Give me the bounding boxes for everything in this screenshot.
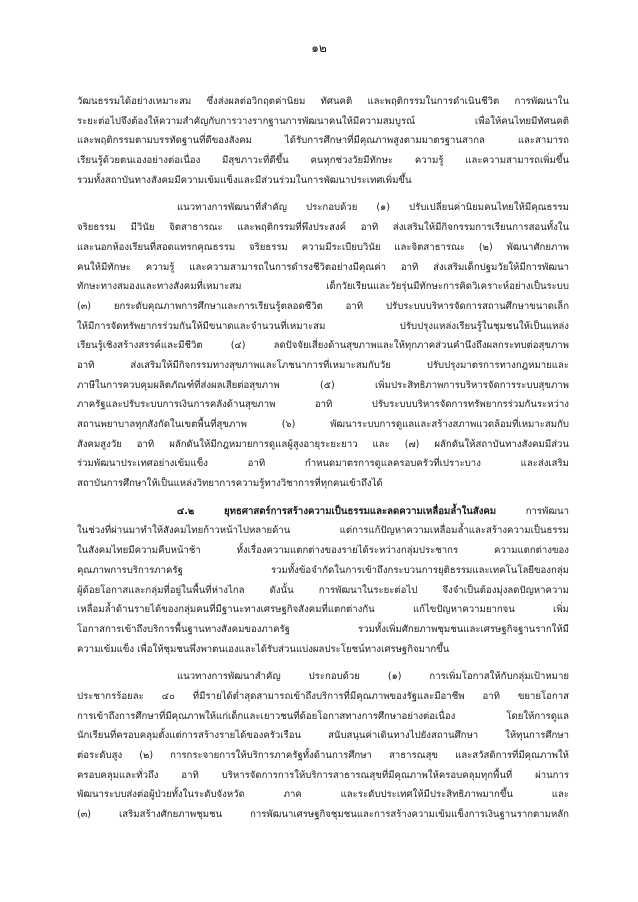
text-line: ในสังคมไทยมีความคืบหน้าช้า ทั้งเรื่องความแตกต่างของรายได้ระหว่างกลุ่มประชากร ความแตกต่างของ: [77, 545, 569, 557]
text-line: ร่วมพัฒนาประเทศอย่างเข้มแข็ง อาทิ กำหนดมาตรการดูแลครอบครัวที่เปราะบาง และส่งเสริม: [77, 458, 569, 470]
text-line: แนวทางการพัฒนาสำคัญ ประกอบด้วย (๑) การเพิ่มโอกาสให้กับกลุ่มเป้าหมาย: [177, 671, 569, 683]
text-line: เรียนรู้ด้วยตนเองอย่างต่อเนื่อง มีสุขภาวะที่ดีขึ้น คนทุกช่วงวัยมีทักษะ ความรู้ และความสามารถเพิ่มขึ้น: [77, 155, 569, 167]
text-line: ระยะต่อไปจึงต้องให้ความสำคัญกับการวางรากฐานการพัฒนาคนให้มีความสมบูรณ์ เพื่อให้คนไทยมีทัศนคติ: [77, 115, 569, 127]
text-line: ภาษีในการควบคุมผลิตภัณฑ์ที่ส่งผลเสียต่อสุขภาพ (๕) เพิ่มประสิทธิภาพการบริหารจัดการระบบสุขภาพ: [77, 379, 569, 391]
text-line: ต่อระดับสูง (๒) การกระจายการให้บริการภาครัฐทั้งด้านการศึกษา สาธารณสุข และสวัสดิการที่มีคุณภาพให้: [77, 750, 569, 761]
text-line: ผู้ด้อยโอกาสและกลุ่มที่อยู่ในพื้นที่ห่างไกล ดังนั้น การพัฒนาในระยะต่อไป จึงจำเป็นต้องมุ่งลดปัญหาความ: [77, 584, 569, 596]
text-line: การเข้าถึงการศึกษาที่มีคุณภาพให้แก่เด็กและเยาวชนที่ด้อยโอกาสทางการศึกษาอย่างต่อเนื่อง โดยให้การดูแล: [77, 710, 569, 722]
text-line: ครอบคลุมและทั่วถึง อาทิ บริหารจัดการการให้บริการสาธารณสุขที่มีคุณภาพให้ครอบคลุมทุกพื้นที่ ผ่านการ: [77, 769, 569, 781]
text-line: เรียนรู้เชิงสร้างสรรค์และมีชีวิต (๔) ลดปัจจัยเสี่ยงด้านสุขภาพและให้ทุกภาคส่วนคำนึงถึงผลกระทบต่อสุขภาพ: [77, 340, 569, 352]
text-line: วัฒนธรรมได้อย่างเหมาะสม ซึ่งส่งผลต่อวิกฤตค่านิยม ทัศนคติ และพฤติกรรมในการดำเนินชีวิต การพัฒนาใน: [77, 96, 569, 107]
paragraph-3: [77, 502, 569, 660]
text-line: นักเรียนที่ครอบคลุมตั้งแต่การสร้างรายได้ของครัวเรือน สนับสนุนค่าเดินทางไปยังสถานศึกษา ให้ทุนการศึกษา: [77, 730, 569, 742]
text-line: ประชากรร้อยละ ๔๐ ที่มีรายได้ต่ำสุดสามารถเข้าถึงบริการที่มีคุณภาพของรัฐและมีอาชีพ อาทิ ขยายโอกาส: [77, 690, 569, 702]
text-line: สถาบันการศึกษาให้เป็นแหล่งวิทยาการความรู้ทางวิชาการที่ทุกคนเข้าถึงได้: [77, 478, 383, 490]
page-number: ๑๒: [311, 41, 327, 55]
heading-continuation: การพัฒนา: [525, 505, 569, 517]
text-line: พัฒนาระบบส่งต่อผู้ป่วยทั้งในระดับจังหวัด ภาค และระดับประเทศให้มีประสิทธิภาพมากขึ้น และ: [77, 789, 569, 801]
text-line: เหลื่อมล้ำด้านรายได้ของกลุ่มคนที่มีฐานะทางเศรษฐกิจสังคมที่แตกต่างกัน แก้ไขปัญหาความยากจน เพิ่ม: [77, 604, 569, 616]
document-body: [77, 92, 569, 827]
section-heading-line: [77, 502, 569, 522]
paragraph-4: [77, 667, 569, 825]
text-line: ภาครัฐและปรับระบบการเงินการคลังด้านสุขภาพ อาทิ ปรับระบบบริหารจัดการทรัพยากรร่วมกันระหว่าง: [77, 399, 569, 411]
text-line: รวมทั้งสถาบันทางสังคมมีความเข้มแข็งและมีส่วนร่วมในการพัฒนาประเทศเพิ่มขึ้น: [77, 174, 412, 186]
text-line: (๓) เสริมสร้างศักยภาพชุมชน การพัฒนาเศรษฐกิจชุมชนและการสร้างความเข้มแข็งการเงินฐานรากตามหลัก: [77, 809, 569, 821]
text-line: ทักษะทางสมองและทางสังคมที่เหมาะสม เด็กวัยเรียนและวัยรุ่นมีทักษะการคิดวิเคราะห์อย่างเป็นระบบ: [77, 281, 569, 293]
text-line: ในช่วงที่ผ่านมาทำให้สังคมไทยก้าวหน้าไปหลายด้าน แต่การแก้ปัญหาความเหลื่อมล้ำและสร้างความเป็นธรรม: [77, 525, 569, 537]
text-line: สถานพยาบาลทุกสังกัดในเขตพื้นที่สุขภาพ (๖) พัฒนาระบบการดูแลและสร้างสภาพแวดล้อมที่เหมาะสมกับ: [77, 419, 569, 430]
text-line: คุณภาพการบริการภาครัฐ รวมทั้งข้อจำกัดในการเข้าถึงกระบวนการยุติธรรมและเทคโนโลยีของกลุ่ม: [77, 564, 569, 576]
paragraph-1: [77, 92, 569, 190]
text-line: (๓) ยกระดับคุณภาพการศึกษาและการเรียนรู้ตลอดชีวิต อาทิ ปรับระบบบริหารจัดการสถานศึกษาขนาดเล็ก: [77, 300, 569, 312]
text-line: ความเข้มแข็ง เพื่อให้ชุมชนพึ่งพาตนเองและได้รับส่วนแบ่งผลประโยชน์ทางเศรษฐกิจมากขึ้น: [77, 643, 450, 655]
text-line: และพฤติกรรมตามบรรทัดฐานที่ดีของสังคม ได้รับการศึกษาที่มีคุณภาพสูงตามมาตรฐานสากล และสามารถ: [77, 135, 569, 147]
text-line: จริยธรรม มีวินัย จิตสาธารณะ และพฤติกรรมที่พึงประสงค์ อาทิ ส่งเสริมให้มีกิจกรรมการเรียนการสอนทั้งใน: [77, 222, 569, 234]
text-line: อาทิ ส่งเสริมให้มีกิจกรรมทางสุขภาพและโภชนาการที่เหมาะสมกับวัย ปรับปรุงมาตรการทางกฎหมายและ: [77, 359, 569, 371]
text-line: ให้มีการจัดทรัพยากรร่วมกันให้มีขนาดและจำนวนที่เหมาะสม ปรับปรุงแหล่งเรียนรู้ในชุมชนให้เป็นแหล่ง: [77, 320, 569, 332]
text-line: โอกาสการเข้าถึงบริการพื้นฐานทางสังคมของภาครัฐ รวมทั้งเพิ่มศักยภาพชุมชนและเศรษฐกิจฐานรากให้มี: [77, 623, 569, 635]
text-line: สังคมสูงวัย อาทิ ผลักดันให้มีกฎหมายการดูแลผู้สูงอายุระยะยาว และ (๗) ผลักดันให้สถาบันทางสังคมมีส่วน: [77, 438, 569, 450]
text-line: และนอกห้องเรียนที่สอดแทรกคุณธรรม จริยธรรม ความมีระเบียบวินัย และจิตสาธารณะ (๒) พัฒนาศักยภาพ: [77, 241, 569, 253]
paragraph-2: [77, 198, 569, 493]
text-line: แนวทางการพัฒนาที่สำคัญ ประกอบด้วย (๑) ปรับเปลี่ยนค่านิยมคนไทยให้มีคุณธรรม: [177, 202, 569, 214]
section-heading: ๔.๒ ยุทธศาสตร์การสร้างความเป็นธรรมและลดความเหลื่อมล้ำในสังคม: [177, 505, 497, 517]
text-line: คนให้มีทักษะ ความรู้ และความสามารถในการดำรงชีวิตอย่างมีคุณค่า อาทิ ส่งเสริมเด็กปฐมวัยให้มีการพัฒนา: [77, 261, 569, 273]
